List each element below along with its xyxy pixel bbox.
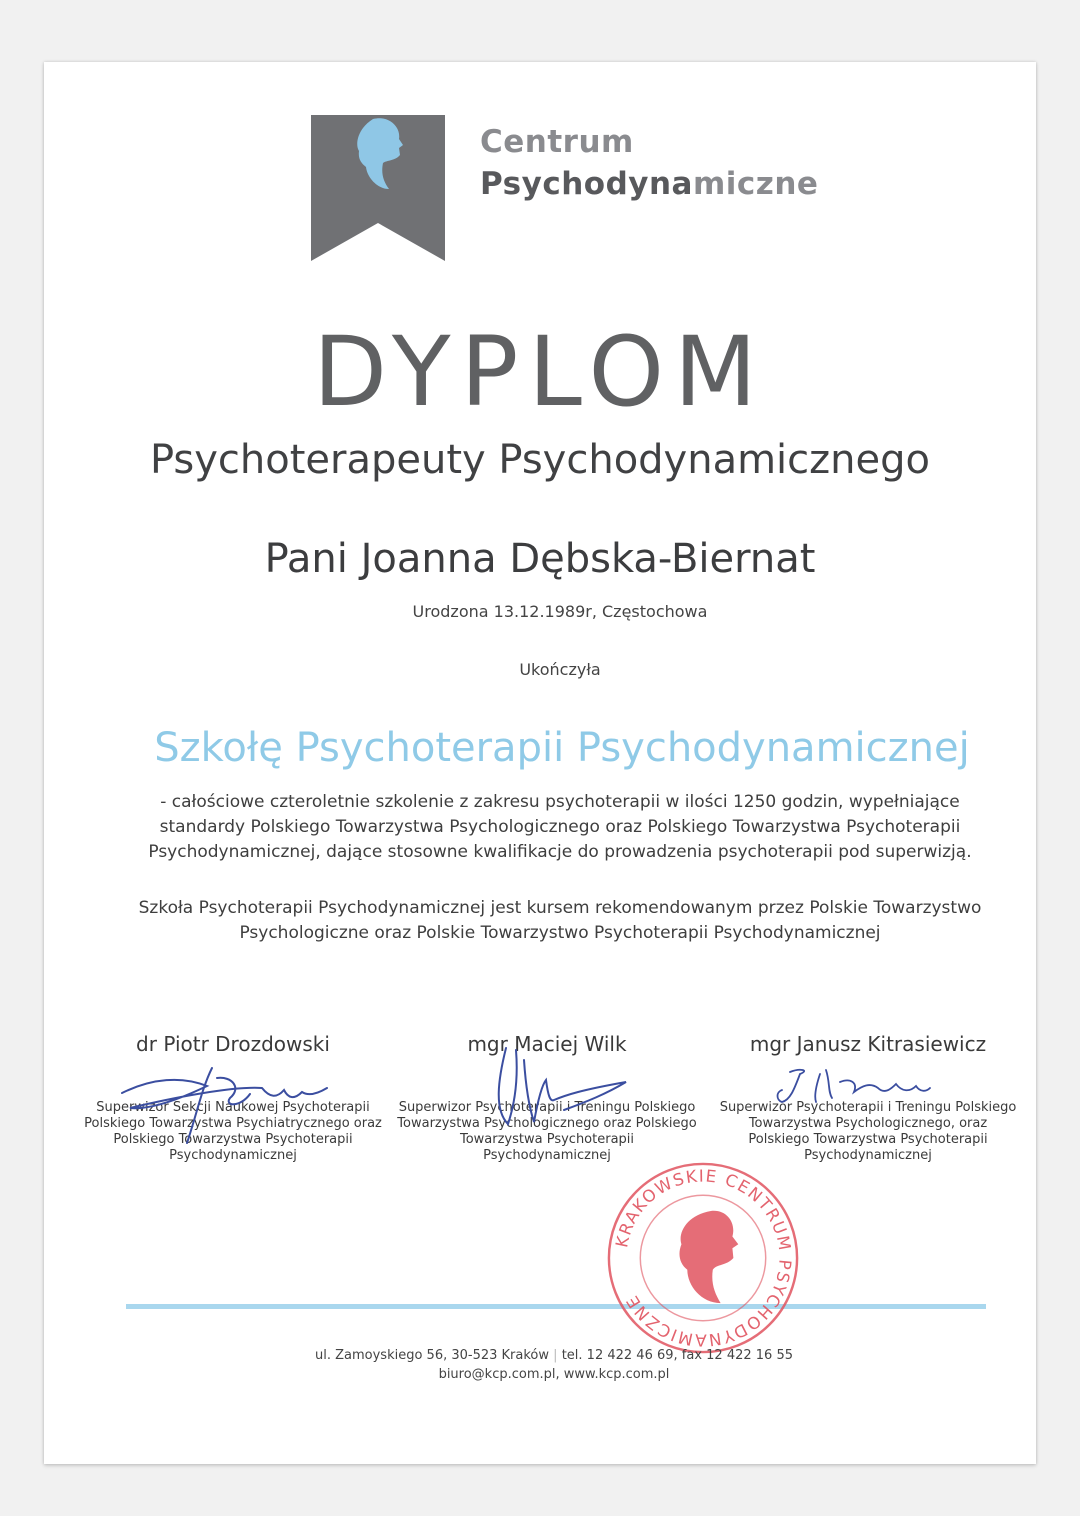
footer-line-1: ul. Zamoyskiego 56, 30-523 Kraków | tel. 12 422 46 69, fax 12 422 16 55 [315,1348,793,1363]
footer-address: ul. Zamoyskiego 56, 30-523 Kraków [315,1348,550,1363]
profile-bookmark-icon [311,115,445,265]
signatory-1-role: Superwizor Sekcji Naukowej Psychoterapii Polskiego Towarzystwa Psychiatrycznego oraz Polskiego Towarzystwa Psychoterapii Psychodynamicznej [84,1100,382,1163]
footer-phone: tel. 12 422 46 69, fax 12 422 16 55 [561,1348,793,1363]
signatory-3-name: mgr Janusz Kitrasiewicz [749,1032,987,1056]
recommendation-text: Szkoła Psychoterapii Psychodynamicznej jest kursem rekomendowanym przez Polskie Towarzystwo Psychologiczne oraz Polskie Towarzystwo Psychoterapii Psychodynamicznej [138,898,982,943]
signatory-3-role: Superwizor Psychoterapii i Treningu Polskiego Towarzystwa Psychologicznego, oraz Polskiego Towarzystwa Psychoterapii Psychodynamicznej [719,1100,1017,1163]
diploma-subtitle: Psychoterapeuty Psychodynamicznego [150,437,930,483]
footer-rule [126,1304,986,1309]
logo-line-1: Centrum [480,124,634,160]
institution-stamp [605,1160,801,1356]
stamp-text: KRAKOWSKIE CENTRUM PSYCHODYNAMICZNE [612,1166,795,1350]
signatory-2-role: Superwizor Psychoterapii i Treningu Polskiego Towarzystwa Psychologicznego oraz Polskiego Towarzystwa Psychoterapii Psychodynamicznej [397,1100,697,1163]
logo-wordmark [480,122,818,206]
program-description: - całościowe czteroletnie szkolenie z zakresu psychoterapii w ilości 1250 godzin, wypełniające standardy Polskiego Towarzystwa Psychologicznego oraz Polskiego Towarzystwa Psychoterapii Psychodynamicznej, dające stosowne kwalifikacje do prowadzenia psychoterapii pod superwizją. [148,792,972,862]
logo-line-2 [480,162,818,206]
footer-web: biuro@kcp.com.pl, www.kcp.com.pl [438,1367,670,1382]
school-name: Szkołę Psychoterapii Psychodynamicznej [154,725,970,771]
logo-line-2-light: miczne [692,166,819,202]
recipient-birth: Urodzona 13.12.1989r, Częstochowa [412,602,708,621]
signature-wilk [486,1040,646,1130]
completed-label: Ukończyła [519,660,601,679]
signature-drozdowski [112,1058,342,1148]
signature-kitrasiewicz [770,1062,970,1112]
recipient-name: Pani Joanna Dębska-Biernat [264,536,816,582]
logo-line-2-dark: Psychodyna [480,166,693,202]
signatory-1-name: dr Piotr Drozdowski [136,1032,330,1056]
signatory-2-name: mgr Maciej Wilk [467,1032,627,1056]
diploma-title: DYPLOM [313,316,767,428]
contact-footer [0,1346,1080,1384]
